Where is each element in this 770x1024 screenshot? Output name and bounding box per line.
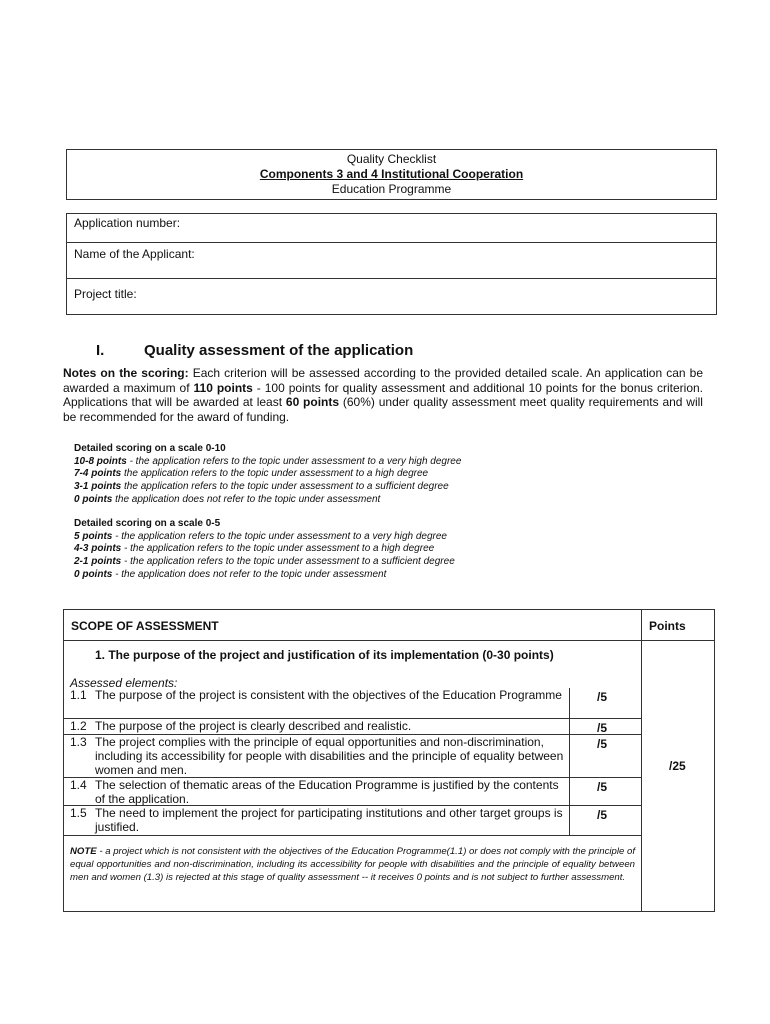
scoring-notes bbox=[63, 366, 703, 424]
item-points[interactable]: /5 bbox=[597, 808, 608, 822]
notes-text-1: Each criterion will be assessed according to the provided detailed scale. An application can be awarded a maximum of bbox=[63, 366, 703, 395]
scale-points: 3-1 points bbox=[74, 481, 122, 493]
item-text: The project complies with the principle of equal opportunities and non-discrimination, including its accessibility for people with disabilities and the principle of equality between women and men. bbox=[95, 735, 564, 777]
checklist-title: Quality Checklist bbox=[346, 152, 437, 166]
item-text: The purpose of the project is clearly described and realistic. bbox=[95, 719, 412, 733]
scale-row bbox=[74, 543, 694, 556]
notes-min-points: 60 points bbox=[285, 395, 340, 409]
rejection-note bbox=[70, 846, 635, 884]
scale-desc: - the application does not refer to the topic under assessment bbox=[112, 568, 387, 580]
notes-max-points: 110 points bbox=[193, 380, 253, 395]
application-fields bbox=[66, 213, 717, 315]
item-text: The purpose of the project is consistent with the objectives of the Education Programme bbox=[95, 688, 562, 702]
total-points[interactable]: /25 bbox=[669, 759, 686, 773]
notes-label: Notes on the scoring: bbox=[63, 366, 189, 380]
assessment-table bbox=[63, 609, 715, 912]
header-divider bbox=[64, 640, 714, 641]
scale-desc: the application refers to the topic under assessment to a high degree bbox=[121, 468, 429, 480]
scale-points: 7-4 points bbox=[74, 468, 122, 480]
assessed-elements-label: Assessed elements: bbox=[70, 676, 178, 690]
programme-name: Education Programme bbox=[331, 182, 452, 196]
scale-0-10 bbox=[74, 443, 694, 507]
scale-row bbox=[74, 531, 694, 544]
section-title: Quality assessment of the application bbox=[144, 342, 414, 359]
column-divider bbox=[641, 610, 642, 911]
scale-row bbox=[74, 468, 694, 481]
table-row bbox=[64, 719, 641, 735]
note-text: - a project which is not consistent with the objectives of the Education Programme(1.1) or does not comply with the principle of equal opportunities and non-discrimination, including its accessibility for people with disabilities and the principle of equality between men and women (1.3) is rejected at this stage of quality assessment -- it receives 0 points and is not subject to further assessment. bbox=[70, 846, 635, 883]
scale-desc: the application refers to the topic under assessment to a sufficient degree bbox=[121, 481, 449, 493]
note-label: NOTE bbox=[70, 846, 97, 857]
table-row bbox=[64, 688, 641, 719]
scale-row bbox=[74, 556, 694, 569]
scale-0-5-heading: Detailed scoring on a scale 0-5 bbox=[74, 518, 221, 529]
item-points[interactable]: /5 bbox=[597, 721, 608, 735]
item-points[interactable]: /5 bbox=[597, 690, 608, 704]
scale-0-10-heading: Detailed scoring on a scale 0-10 bbox=[74, 443, 226, 454]
item-number: 1.5 bbox=[70, 806, 87, 820]
scale-row bbox=[74, 456, 694, 469]
project-title-field[interactable]: Project title: bbox=[74, 287, 137, 301]
scale-points: 4-3 points bbox=[74, 543, 122, 555]
scale-row bbox=[74, 569, 694, 582]
notes-text-3: (60%) under quality assessment meet quality requirements and will be recommended for the award of funding. bbox=[63, 395, 703, 424]
scale-points: 2-1 points bbox=[74, 556, 122, 568]
table-row bbox=[64, 735, 641, 778]
scale-points: 0 points bbox=[74, 493, 113, 505]
points-header: Points bbox=[649, 619, 686, 633]
applicant-name-field[interactable]: Name of the Applicant: bbox=[67, 243, 716, 279]
checklist-subtitle: Components 3 and 4 Institutional Cooperation bbox=[259, 167, 524, 181]
criterion-title: 1. The purpose of the project and justification of its implementation (0-30 points) bbox=[95, 648, 554, 662]
scale-desc: the application does not refer to the topic under assessment bbox=[112, 493, 381, 505]
scale-0-5 bbox=[74, 518, 694, 582]
item-points[interactable]: /5 bbox=[597, 737, 608, 751]
scale-desc: - the application refers to the topic under assessment to a very high degree bbox=[126, 455, 462, 467]
scale-points: 0 points bbox=[74, 568, 113, 580]
table-row bbox=[64, 806, 641, 836]
item-points[interactable]: /5 bbox=[597, 780, 608, 794]
item-number: 1.2 bbox=[70, 719, 87, 733]
item-text: The selection of thematic areas of the Education Programme is justified by the contents of the application. bbox=[95, 778, 559, 806]
item-text: The need to implement the project for participating institutions and other target groups is justified. bbox=[95, 806, 563, 834]
scale-row bbox=[74, 494, 694, 507]
section-heading bbox=[96, 342, 413, 359]
scale-points: 10-8 points bbox=[74, 455, 127, 467]
section-number: I. bbox=[96, 342, 105, 359]
table-row bbox=[64, 778, 641, 806]
row-divider bbox=[64, 835, 641, 836]
scale-desc: - the application refers to the topic under assessment to a high degree bbox=[121, 543, 435, 555]
item-number: 1.4 bbox=[70, 778, 87, 792]
application-number-field[interactable]: Application number: bbox=[67, 214, 716, 243]
scale-row bbox=[74, 481, 694, 494]
scale-points: 5 points bbox=[74, 530, 113, 542]
checklist-header bbox=[66, 149, 717, 200]
notes-text-2: - 100 points for quality assessment and additional 10 points for the bonus criterion. Applications that will be awarded at least bbox=[63, 380, 704, 409]
scale-desc: - the application refers to the topic under assessment to a very high degree bbox=[112, 530, 447, 542]
scope-header: SCOPE OF ASSESSMENT bbox=[71, 619, 219, 633]
scale-desc: - the application refers to the topic under assessment to a sufficient degree bbox=[121, 556, 455, 568]
item-number: 1.1 bbox=[70, 688, 87, 702]
item-number: 1.3 bbox=[70, 735, 87, 749]
